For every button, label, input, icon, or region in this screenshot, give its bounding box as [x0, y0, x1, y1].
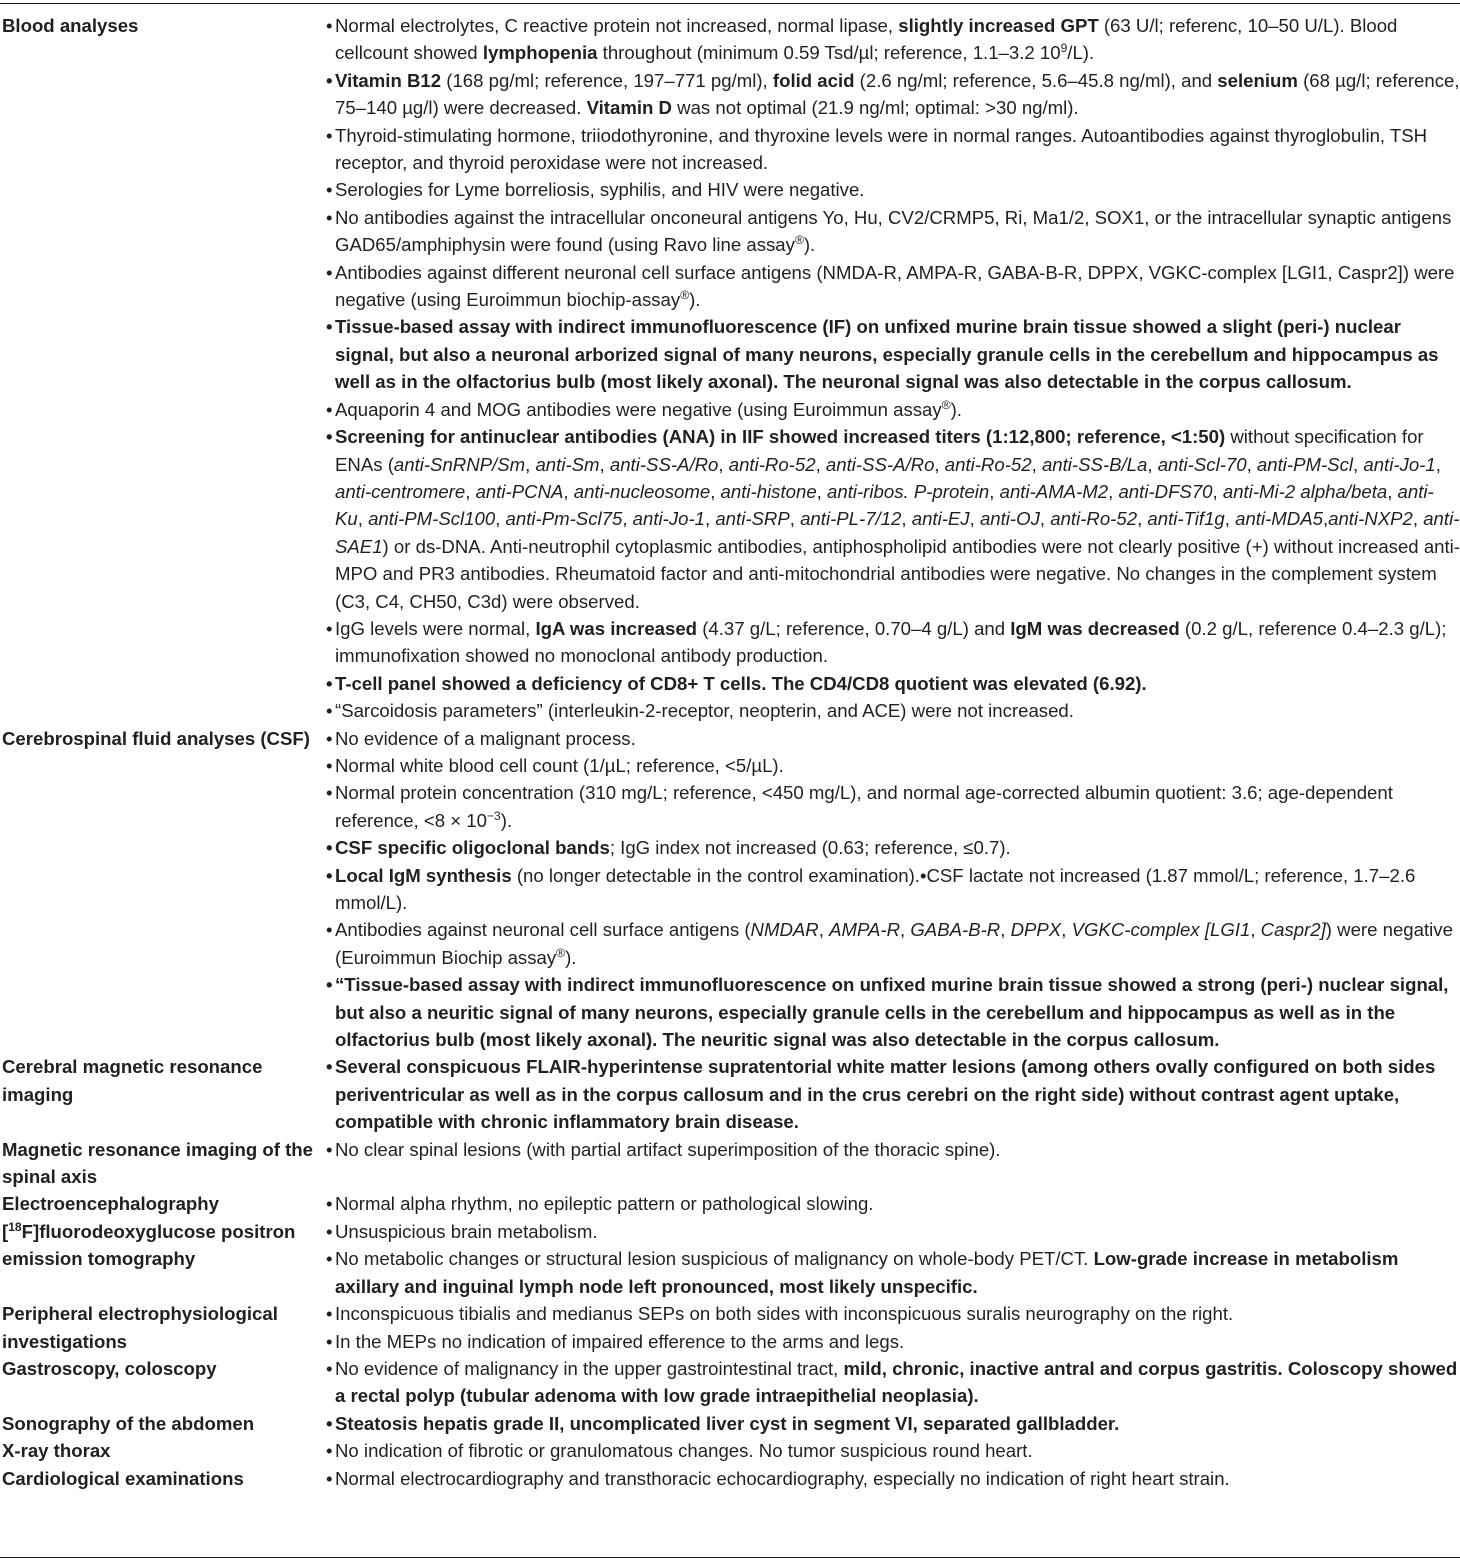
- list-item: [326, 1355, 1460, 1410]
- text-segment: Serologies for Lyme borreliosis, syphilis, and HIV were negative.: [335, 179, 865, 201]
- text-segment: anti-DFS70: [1118, 480, 1213, 502]
- row-label: X-ray thorax: [2, 1440, 111, 1462]
- list-item: [326, 752, 1460, 779]
- list-item: [326, 67, 1460, 122]
- text-segment: “Tissue-based assay with indirect immunofluorescence on unfixed murine brain tissue showed a strong (peri-) nuclear signal, but also a neuritic signal of many neurons, especially granule cells in the cerebellum and hippocampus as well as in the olfactorius bulb (most likely axonal). The neuritic signal was also detectable in the corpus callosum.: [335, 974, 1449, 1051]
- text-segment: (no longer detectable in the control examination).•CSF lactate not increased (1.87 mmol/L; reference, 1.7–2.6 mmol/L).: [335, 864, 1416, 913]
- text-segment: Screening for antinuclear antibodies (ANA) in IIF showed increased titers (1:12,800; reference, <1:50): [335, 426, 1226, 448]
- bullet-icon: •: [326, 974, 333, 996]
- list-item: [326, 1437, 1460, 1464]
- text-segment: ,: [901, 508, 912, 530]
- text-segment: In the MEPs no indication of impaired efference to the arms and legs.: [335, 1330, 905, 1352]
- row-label: Peripheral electrophysiological investigations: [2, 1303, 278, 1352]
- text-segment: ,: [1039, 508, 1051, 530]
- bullet-icon: •: [326, 864, 333, 886]
- finding-text: [335, 176, 1460, 203]
- finding-text: [335, 779, 1460, 834]
- text-segment: anti-nucleosome: [573, 480, 711, 502]
- list-item: [326, 1465, 1460, 1492]
- finding-text: [335, 1053, 1460, 1135]
- text-segment: ,: [1246, 453, 1257, 475]
- list-item: [326, 670, 1460, 697]
- finding-text: [335, 259, 1460, 314]
- text-segment: AMPA-R: [829, 919, 900, 941]
- row-label: Cardiological examinations: [2, 1467, 244, 1489]
- text-segment: anti-SRP: [715, 508, 790, 530]
- bullet-icon: •: [326, 124, 333, 146]
- finding-text: [335, 916, 1460, 971]
- text-segment: (2.6 ng/ml; reference, 5.6–45.8 ng/ml), and: [854, 69, 1218, 91]
- row-label: Sonography of the abdomen: [2, 1412, 255, 1434]
- text-segment: anti-Pm-Scl75: [505, 508, 623, 530]
- bullet-icon: •: [326, 1248, 333, 1270]
- text-segment: ,: [1387, 480, 1398, 502]
- table-row: [0, 1136, 1460, 1191]
- superscript: ®: [556, 945, 566, 960]
- row-label: [0, 1218, 326, 1273]
- text-segment: anti-Mi-2 alpha/beta: [1222, 480, 1388, 502]
- finding-text: [335, 67, 1460, 122]
- text-segment: No antibodies against the intracellular onconeural antigens Yo, Hu, CV2/CRMP5, Ri, Ma1/2, SOX1, or the intracellular synaptic antigens GAD65/amphiphysin were found (using Ravo line assay: [335, 206, 1452, 256]
- text-segment: CSF specific oligoclonal bands: [335, 837, 610, 859]
- table-row: [0, 1437, 1460, 1464]
- text-segment: No clear spinal lesions (with partial artifact superimposition of the thoracic spine).: [335, 1138, 1001, 1160]
- finding-text: [335, 1136, 1460, 1163]
- bullet-icon: •: [326, 179, 333, 201]
- bullet-icon: •: [326, 1056, 333, 1078]
- finding-text: [335, 1218, 1460, 1245]
- text-segment: ,: [816, 480, 828, 502]
- list-item: [326, 1410, 1460, 1437]
- text-segment: anti-EJ: [911, 508, 970, 530]
- finding-text: [335, 204, 1460, 259]
- text-segment: VGKC-complex [LGI1: [1071, 919, 1251, 941]
- findings-table: [0, 12, 1460, 1492]
- text-segment: anti-Tif1g: [1147, 508, 1225, 530]
- bullet-icon: •: [326, 1193, 333, 1215]
- text-segment: (0.2 g/L, reference 0.4–2.3 g/L); immunofixation showed no monoclonal antibody production.: [335, 617, 1447, 667]
- bullet-icon: •: [326, 672, 333, 694]
- bullet-icon: •: [326, 919, 333, 941]
- text-segment: IgG levels were normal,: [335, 617, 536, 639]
- row-label: Blood analyses: [2, 15, 139, 36]
- bullet-icon: •: [326, 1138, 333, 1160]
- list-item: [326, 615, 1460, 670]
- text-segment: anti-SAE1: [335, 508, 1460, 557]
- text-segment: (63 U/l; referenc, 10–50 U/L). Blood cellcount showed: [335, 15, 1398, 64]
- text-segment: anti-Scl-70: [1157, 453, 1247, 475]
- text-segment: was not optimal (21.9 ng/ml; optimal: >30 ng/ml).: [671, 97, 1079, 119]
- table-row: [0, 1053, 1460, 1135]
- text-segment: throughout (minimum 0.59 Tsd/µl; reference, 1.1–3.2 10: [597, 42, 1061, 64]
- text-segment: No evidence of malignancy in the upper gastrointestinal tract,: [335, 1357, 844, 1379]
- text-segment: Thyroid-stimulating hormone, triiodothyronine, and thyroxine levels were in normal ranges. Autoantibodies against thyroglobulin, TSH receptor, and thyroid peroxidase were not increased.: [335, 124, 1428, 174]
- text-segment: Steatosis hepatis grade II, uncomplicated liver cyst in segment VI, separated gallbladder.: [335, 1412, 1120, 1434]
- text-segment: folid acid: [772, 69, 855, 91]
- text-segment: Caspr2]: [1260, 919, 1326, 941]
- text-segment: ) or ds-DNA. Anti-neutrophil cytoplasmic antibodies, antiphospholipid antibodies were not clearly positive (+) without increased anti-MPO and PR3 antibodies. Rheumatoid factor and anti-mitochondrial antibodies were negative. No changes in the complement system (C3, C4, CH50, C3d) were observed.: [335, 535, 1460, 612]
- text-segment: Normal protein concentration (310 mg/L; reference, <450 mg/L), and normal age-corrected albumin quotient: 3.6; age-dependent reference, <8 × 10: [335, 782, 1393, 831]
- text-segment: ,: [989, 480, 1000, 502]
- text-segment: anti-centromere: [335, 480, 466, 502]
- list-item: [326, 204, 1460, 259]
- bullet-icon: •: [326, 206, 333, 228]
- bullet-icon: •: [326, 1330, 333, 1352]
- list-item: [326, 1300, 1460, 1327]
- superscript: ®: [680, 287, 690, 302]
- row-findings: [326, 1465, 1460, 1492]
- text-segment: ,: [599, 453, 610, 475]
- row-findings: [326, 1190, 1460, 1217]
- text-segment: ,: [1061, 919, 1072, 941]
- text-segment: ).: [803, 234, 816, 256]
- text-segment: ,: [1353, 453, 1364, 475]
- finding-text: [335, 615, 1460, 670]
- text-segment: ) were negative (Euroimmun Biochip assay: [335, 919, 1453, 968]
- table-row: [0, 1410, 1460, 1437]
- list-item: [326, 971, 1460, 1053]
- text-segment: No indication of fibrotic or granulomatous changes. No tumor suspicious round heart.: [335, 1440, 1033, 1462]
- list-item: [326, 1245, 1460, 1300]
- text-segment: ,: [1031, 453, 1042, 475]
- text-segment: selenium: [1217, 69, 1298, 91]
- bullet-icon: •: [326, 426, 333, 448]
- bullet-icon: •: [326, 782, 333, 804]
- finding-text: [335, 1190, 1460, 1217]
- finding-text: [335, 1328, 1460, 1355]
- text-segment: ).: [565, 946, 577, 968]
- table-row: [0, 1355, 1460, 1410]
- list-item: [326, 834, 1460, 861]
- text-segment: Antibodies against neuronal cell surface antigens (: [335, 919, 751, 941]
- bullet-icon: •: [326, 15, 333, 36]
- text-segment: anti-PCNA: [475, 480, 564, 502]
- text-segment: /L).: [1067, 42, 1095, 64]
- row-label: Electroencephalography: [2, 1193, 219, 1215]
- text-segment: anti-AMA-M2: [999, 480, 1109, 502]
- finding-text: [335, 122, 1460, 177]
- text-segment: Local IgM synthesis: [335, 864, 512, 886]
- text-segment: T-cell panel showed a deficiency of CD8+ T cells. The CD4/CD8 quotient was elevated (6.92).: [335, 672, 1147, 694]
- list-item: [326, 12, 1460, 67]
- text-segment: ,: [900, 919, 911, 941]
- text-segment: ,: [1412, 508, 1424, 530]
- finding-text: [335, 725, 1460, 752]
- bullet-icon: •: [326, 754, 333, 776]
- text-segment: anti-ribos. P-protein: [827, 480, 990, 502]
- text-segment: DPPX: [1010, 919, 1062, 941]
- text-segment: Antibodies against different neuronal cell surface antigens (NMDA-R, AMPA-R, GABA-B-R, DPPX, VGKC-complex [LGI1, Caspr2]) were negative (using Euroimmun biochip-assay: [335, 261, 1455, 311]
- row-findings: [326, 1410, 1460, 1437]
- text-segment: anti-SS-B/La: [1041, 453, 1148, 475]
- finding-text: [335, 1245, 1460, 1300]
- text-segment: GABA-B-R: [910, 919, 1001, 941]
- text-segment: slightly increased GPT: [898, 15, 1099, 36]
- text-segment: ,: [1108, 480, 1119, 502]
- text-segment: ,: [495, 508, 506, 530]
- bullet-icon: •: [326, 1220, 333, 1242]
- bullet-icon: •: [326, 1357, 333, 1379]
- text-segment: ).: [500, 809, 513, 831]
- text-segment: Normal white blood cell count (1/µL; reference, <5/µL).: [335, 754, 784, 776]
- list-item: [326, 1190, 1460, 1217]
- list-item: [326, 779, 1460, 834]
- finding-text: [335, 1465, 1460, 1492]
- text-segment: Normal electrolytes, C reactive protein not increased, normal lipase,: [335, 15, 899, 36]
- finding-text: [335, 1355, 1460, 1410]
- finding-text: [335, 697, 1460, 724]
- text-segment: anti-Ku: [335, 480, 1434, 530]
- bullet-icon: •: [326, 1467, 333, 1489]
- text-segment: (168 pg/ml; reference, 197–771 pg/ml),: [441, 69, 773, 91]
- text-segment: ,: [1322, 508, 1329, 530]
- text-segment: anti-OJ: [979, 508, 1040, 530]
- text-segment: ,: [1137, 508, 1148, 530]
- text-segment: (4.37 g/L; reference, 0.70–4 g/L) and: [697, 617, 1011, 639]
- text-segment: Aquaporin 4 and MOG antibodies were negative (using Euroimmun assay: [335, 398, 942, 420]
- table-row: [0, 1190, 1460, 1217]
- text-segment: ).: [950, 398, 962, 420]
- text-segment: mild, chronic, inactive antral and corpus gastritis. Coloscopy showed a rectal polyp (tubular adenoma with low grade intraepithelial neoplasia).: [335, 1357, 1458, 1407]
- list-item: [326, 1328, 1460, 1355]
- text-segment: No evidence of a malignant process.: [335, 727, 636, 749]
- row-findings: [326, 1053, 1460, 1135]
- row-label: Cerebrospinal fluid analyses (CSF): [2, 727, 310, 749]
- table-row: [0, 1465, 1460, 1492]
- text-segment: ,: [969, 508, 980, 530]
- superscript: 18: [8, 1219, 22, 1234]
- text-segment: Several conspicuous FLAIR-hyperintense supratentorial white matter lesions (among others ovally configured on both sides periventricular as well as in the corpus callosum and in the crus cerebri on the right side) without contrast agent uptake, compatible with chronic inflammatory brain disease.: [335, 1056, 1436, 1133]
- text-segment: ,: [563, 480, 574, 502]
- row-findings: [326, 1300, 1460, 1355]
- text-segment: (68 µg/l; reference, 75–140 µg/l) were decreased.: [335, 69, 1460, 119]
- list-item: [326, 423, 1460, 615]
- text-segment: F]fluorodeoxyglucose positron emission tomography: [2, 1220, 296, 1270]
- row-findings: [326, 1218, 1460, 1300]
- text-segment: anti-Ro-52: [728, 453, 816, 475]
- list-item: [326, 725, 1460, 752]
- row-label: Magnetic resonance imaging of the spinal axis: [2, 1138, 313, 1188]
- bullet-icon: •: [326, 1412, 333, 1434]
- finding-text: [335, 752, 1460, 779]
- text-segment: ,: [1000, 919, 1011, 941]
- text-segment: ,: [525, 453, 536, 475]
- table-row: [0, 1300, 1460, 1355]
- list-item: [326, 1218, 1460, 1245]
- text-segment: ,: [815, 453, 826, 475]
- bullet-icon: •: [326, 398, 333, 420]
- text-segment: ,: [934, 453, 945, 475]
- bullet-icon: •: [326, 727, 333, 749]
- list-item: [326, 916, 1460, 971]
- text-segment: Vitamin D: [586, 97, 672, 119]
- list-item: [326, 1053, 1460, 1135]
- row-label: Gastroscopy, coloscopy: [2, 1357, 217, 1379]
- text-segment: Normal alpha rhythm, no epileptic pattern or pathological slowing.: [335, 1193, 874, 1215]
- text-segment: Vitamin B12: [335, 69, 442, 91]
- text-segment: anti-Sm: [535, 453, 600, 475]
- text-segment: “Sarcoidosis parameters” (interleukin-2-receptor, neopterin, and ACE) were not increased.: [335, 700, 1074, 722]
- superscript: ®: [941, 397, 951, 412]
- superscript: ®: [794, 233, 804, 248]
- bullet-icon: •: [326, 1440, 333, 1462]
- bullet-icon: •: [326, 700, 333, 722]
- text-segment: anti-Jo-1: [632, 508, 705, 530]
- text-segment: ,: [1250, 919, 1261, 941]
- finding-text: [335, 396, 1460, 423]
- list-item: [326, 313, 1460, 395]
- text-segment: Normal electrocardiography and transthoracic echocardiography, especially no indication of right heart strain.: [335, 1467, 1230, 1489]
- text-segment: anti-NXP2: [1328, 508, 1413, 530]
- finding-text: [335, 1410, 1460, 1437]
- row-findings: [326, 1437, 1460, 1464]
- text-segment: Inconspicuous tibialis and medianus SEPs on both sides with inconspicuous suralis neurography on the right.: [335, 1303, 1234, 1325]
- superscript: −3: [486, 808, 501, 823]
- superscript: 9: [1060, 41, 1068, 56]
- text-segment: ,: [357, 508, 369, 530]
- text-segment: anti-SnRNP/Sm: [393, 453, 526, 475]
- text-segment: ,: [705, 508, 716, 530]
- list-item: [326, 697, 1460, 724]
- text-segment: lymphopenia: [482, 42, 598, 64]
- finding-text: [335, 423, 1460, 615]
- text-segment: without specification for ENAs (: [335, 426, 1424, 475]
- text-segment: NMDAR: [750, 919, 819, 941]
- text-segment: ,: [465, 480, 476, 502]
- list-item: [326, 122, 1460, 177]
- bullet-icon: •: [326, 261, 333, 283]
- text-segment: ,: [1224, 508, 1236, 530]
- bullet-icon: •: [326, 69, 333, 91]
- bullet-icon: •: [326, 837, 333, 859]
- row-findings: [326, 12, 1460, 725]
- text-segment: ,: [789, 508, 801, 530]
- text-segment: anti-Ro-52: [1050, 508, 1138, 530]
- text-segment: Unsuspicious brain metabolism.: [335, 1220, 598, 1242]
- top-rule: [0, 3, 1460, 4]
- table-row: [0, 12, 1460, 725]
- text-segment: anti-SS-A/Ro: [609, 453, 719, 475]
- finding-text: [335, 971, 1460, 1053]
- text-segment: ,: [718, 453, 729, 475]
- finding-text: [335, 12, 1460, 67]
- text-segment: ,: [622, 508, 633, 530]
- text-segment: ,: [818, 919, 830, 941]
- text-segment: anti-PL-7/12: [800, 508, 902, 530]
- finding-text: [335, 1437, 1460, 1464]
- row-findings: [326, 725, 1460, 1054]
- table-row: [0, 1218, 1460, 1300]
- list-item: [326, 862, 1460, 917]
- text-segment: anti-PM-Scl100: [368, 508, 496, 530]
- text-segment: [: [2, 1220, 9, 1242]
- text-segment: Low-grade increase in metabolism axillary and inguinal lymph node left pronounced, most likely unspecific.: [335, 1248, 1399, 1297]
- row-findings: [326, 1355, 1460, 1410]
- list-item: [326, 1136, 1460, 1163]
- text-segment: ,: [1147, 453, 1158, 475]
- text-segment: ,: [1212, 480, 1223, 502]
- list-item: [326, 396, 1460, 423]
- bottom-rule: [0, 1557, 1460, 1558]
- bullet-icon: •: [326, 1303, 333, 1325]
- text-segment: anti-MDA5: [1235, 508, 1323, 530]
- text-segment: anti-PM-Scl: [1256, 453, 1354, 475]
- text-segment: anti-Ro-52: [944, 453, 1032, 475]
- finding-text: [335, 834, 1460, 861]
- text-segment: ; IgG index not increased (0.63; reference, ≤0.7).: [609, 837, 1011, 859]
- row-label: Cerebral magnetic resonance imaging: [2, 1056, 263, 1105]
- text-segment: ).: [689, 289, 701, 311]
- text-segment: anti-SS-A/Ro: [825, 453, 935, 475]
- text-segment: ,: [710, 480, 721, 502]
- list-item: [326, 176, 1460, 203]
- text-segment: IgA was increased: [535, 617, 698, 639]
- text-segment: Tissue-based assay with indirect immunofluorescence (IF) on unfixed murine brain tissue showed a slight (peri-) nuclear signal, but also a neuronal arborized signal of many neurons, especially granule cells in the cerebellum and hippocampus as well as in the olfactorius bulb (most likely axonal). The neuronal signal was also detectable in the corpus callosum.: [335, 316, 1439, 393]
- table-row: [0, 725, 1460, 1054]
- bullet-icon: •: [326, 617, 333, 639]
- finding-text: [335, 862, 1460, 917]
- text-segment: ,: [1435, 453, 1441, 475]
- finding-text: [335, 670, 1460, 697]
- finding-text: [335, 313, 1460, 395]
- list-item: [326, 259, 1460, 314]
- bullet-icon: •: [326, 316, 333, 338]
- row-findings: [326, 1136, 1460, 1163]
- text-segment: anti-Jo-1: [1363, 453, 1436, 475]
- finding-text: [335, 1300, 1460, 1327]
- text-segment: anti-histone: [720, 480, 817, 502]
- text-segment: No metabolic changes or structural lesion suspicious of malignancy on whole-body PET/CT.: [335, 1248, 1094, 1270]
- text-segment: IgM was decreased: [1010, 617, 1180, 639]
